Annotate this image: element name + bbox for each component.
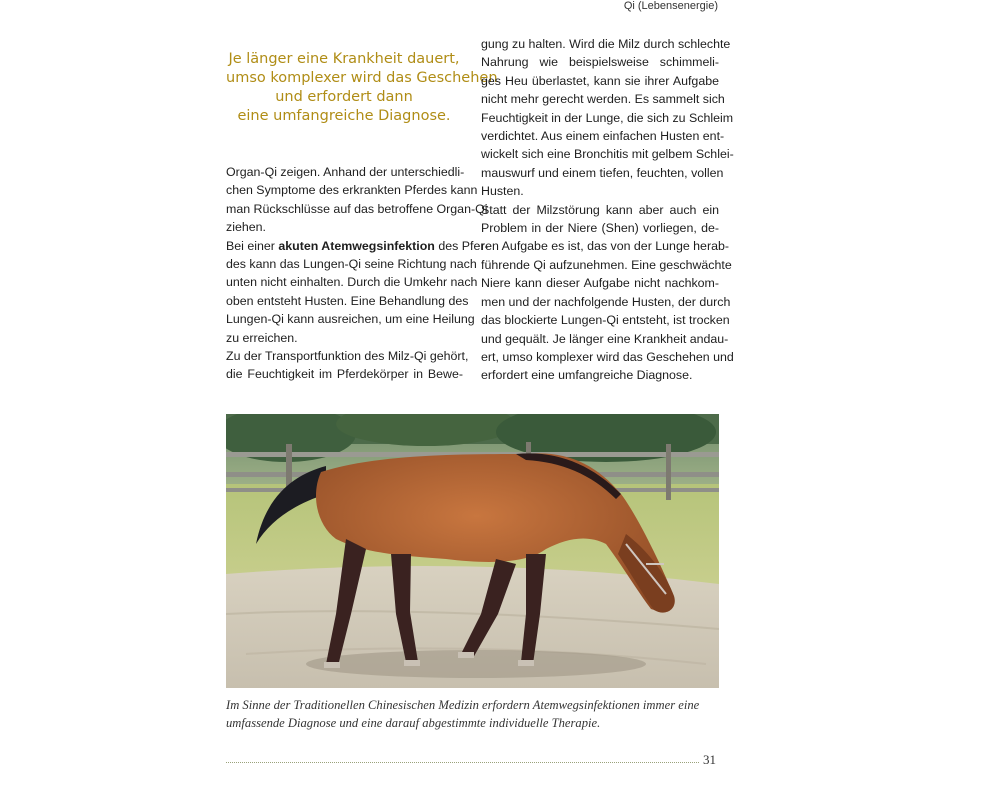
text-line: Feuchtigkeit in der Lunge, die sich zu Schleim bbox=[481, 110, 734, 125]
pull-quote-line: und erfordert dann bbox=[275, 89, 413, 105]
text-line: Lungen-Qi kann ausreichen, um eine Heilung bbox=[226, 312, 475, 327]
text-line: men und der nachfolgende Husten, der durch bbox=[481, 294, 731, 309]
text-line: unten nicht einhalten. Durch die Umkehr nach bbox=[226, 275, 478, 290]
text-line: und gequält. Je länger eine Krankheit andau- bbox=[481, 331, 729, 346]
caption-line: Im Sinne der Traditionellen Chinesischen Medizin erfordern Atemwegsinfektionen immer eine bbox=[226, 698, 700, 712]
text-line: führende Qi aufzunehmen. Eine geschwächte bbox=[481, 257, 732, 272]
text-line bbox=[226, 237, 489, 255]
footer-rule bbox=[226, 762, 699, 763]
photo-caption bbox=[226, 696, 719, 732]
text-line: ges Heu überlastet, kann sie ihrer Aufgabe bbox=[481, 73, 719, 88]
text-line: ert, umso komplexer wird das Geschehen und bbox=[481, 349, 734, 364]
text-line: Husten. bbox=[481, 184, 524, 199]
text-line: mauswurf und einem tiefen, feuchten, vollen bbox=[481, 165, 724, 180]
text-line: gung zu halten. Wird die Milz durch schlechte bbox=[481, 37, 731, 51]
right-text-column bbox=[481, 35, 734, 385]
text-fragment: des Pfer- bbox=[438, 238, 489, 253]
text-line: Nahrung wie beispielsweise schimmeli- bbox=[481, 55, 719, 70]
text-line: nicht mehr gerecht werden. Es sammelt sich bbox=[481, 92, 725, 107]
pull-quote-line: umso komplexer wird das Geschehen bbox=[226, 70, 498, 86]
text-line: des kann das Lungen-Qi seine Richtung nach bbox=[226, 257, 477, 272]
left-text-column bbox=[226, 163, 489, 384]
text-line: die Feuchtigkeit im Pferdekörper in Bewe- bbox=[226, 367, 463, 382]
pull-quote bbox=[226, 50, 498, 126]
text-line: Organ-Qi zeigen. Anhand der unterschiedli- bbox=[226, 165, 465, 179]
text-line: oben entsteht Husten. Eine Behandlung des bbox=[226, 293, 469, 308]
text-line: Zu der Transportfunktion des Milz-Qi gehört, bbox=[226, 349, 469, 364]
text-line: verdichtet. Aus einem einfachen Husten ent- bbox=[481, 129, 725, 144]
text-line: das blockierte Lungen-Qi entsteht, ist trocken bbox=[481, 313, 730, 328]
horse-photo bbox=[226, 414, 719, 688]
pull-quote-line: Je länger eine Krankheit dauert, bbox=[228, 51, 460, 67]
text-line: erfordert eine umfangreiche Diagnose. bbox=[481, 368, 693, 383]
text-line: Statt der Milzstörung kann aber auch ein bbox=[481, 202, 719, 217]
text-line: ziehen. bbox=[226, 220, 266, 235]
text-line: zu erreichen. bbox=[226, 330, 298, 345]
text-fragment: Bei einer bbox=[226, 238, 275, 253]
horse-photo-illustration bbox=[226, 414, 719, 688]
pull-quote-line: eine umfangreiche Diagnose. bbox=[237, 108, 451, 124]
text-line: Niere kann dieser Aufgabe nicht nachkom- bbox=[481, 276, 719, 291]
caption-line: umfassende Diagnose und eine darauf abgestimmte individuelle Therapie. bbox=[226, 716, 601, 730]
text-line: wickelt sich eine Bronchitis mit gelbem Schlei- bbox=[481, 147, 734, 162]
page-number: 31 bbox=[703, 752, 716, 767]
text-line: chen Symptome des erkrankten Pferdes kann bbox=[226, 183, 478, 198]
text-line: Problem in der Niere (Shen) vorliegen, de- bbox=[481, 221, 719, 236]
emphasis-term: akuten Atemwegsinfektion bbox=[278, 238, 435, 253]
text-line: man Rückschlüsse auf das betroffene Organ-Qi bbox=[226, 201, 488, 216]
text-line: ren Aufgabe es ist, das von der Lunge herab- bbox=[481, 239, 729, 254]
running-head: Qi (Lebensenergie) bbox=[623, 0, 718, 12]
